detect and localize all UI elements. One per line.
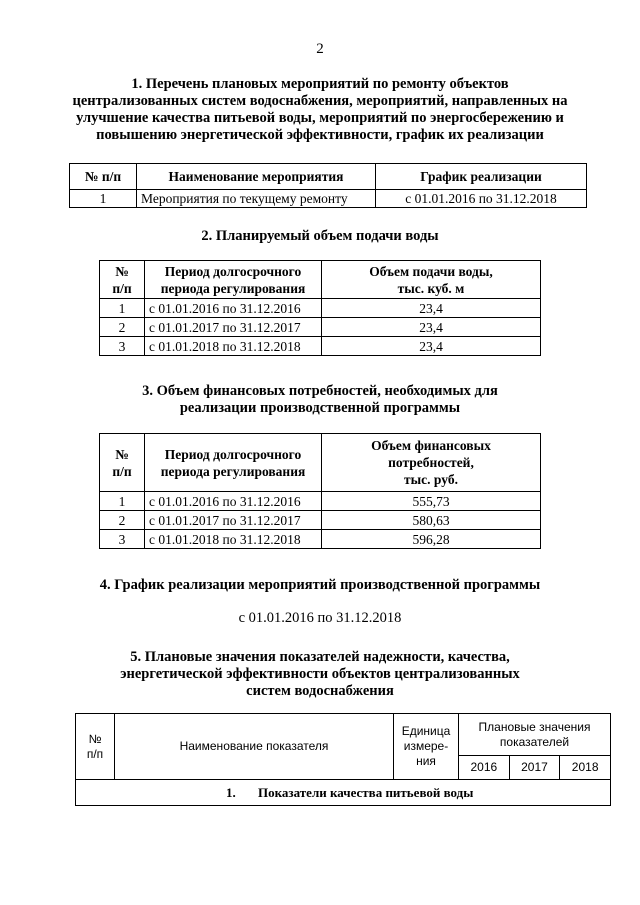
header-name: Наименование мероприятия bbox=[137, 164, 376, 190]
row-value: 23,4 bbox=[322, 318, 541, 337]
header-planned-line: показателей bbox=[499, 734, 570, 749]
row-schedule: с 01.01.2016 по 31.12.2018 bbox=[376, 190, 587, 208]
header-unit-line: ния bbox=[416, 754, 436, 768]
section1-title bbox=[0, 76, 640, 144]
section4-title: 4. График реализации мероприятий производственной программы bbox=[99, 577, 541, 593]
header-num bbox=[100, 261, 145, 299]
row-value: 555,73 bbox=[322, 492, 541, 511]
header-unit bbox=[394, 714, 459, 780]
section5-title-line: систем водоснабжения bbox=[246, 683, 394, 699]
row-num: 3 bbox=[100, 337, 145, 356]
header-num bbox=[76, 714, 115, 780]
header-period-line: Период долгосрочного bbox=[164, 446, 302, 462]
table-row bbox=[100, 530, 541, 549]
row-num: 2 bbox=[100, 318, 145, 337]
row-value: 23,4 bbox=[322, 299, 541, 318]
section1-title-line: улучшение качества питьевой воды, мероприятий по энергосбережению и bbox=[76, 110, 564, 126]
table-row bbox=[100, 511, 541, 530]
section2-title: 2. Планируемый объем подачи воды bbox=[201, 228, 439, 244]
header-year: 2018 bbox=[560, 756, 611, 780]
table-row bbox=[100, 492, 541, 511]
header-year: 2016 bbox=[459, 756, 510, 780]
header-num-line: № bbox=[115, 446, 129, 462]
section3-table bbox=[99, 433, 541, 549]
row-period: с 01.01.2018 по 31.12.2018 bbox=[145, 530, 322, 549]
header-financial-line: Объем финансовых bbox=[371, 438, 491, 453]
header-indicator-name: Наименование показателя bbox=[115, 714, 394, 780]
section1-title-line: повышению энергетической эффективности, график их реализации bbox=[96, 127, 544, 143]
header-num: № п/п bbox=[70, 164, 137, 190]
subsection-num: 1. bbox=[226, 785, 236, 800]
subsection-title: Показатели качества питьевой воды bbox=[258, 785, 474, 800]
row-period: с 01.01.2016 по 31.12.2016 bbox=[145, 492, 322, 511]
table-row bbox=[100, 318, 541, 337]
section2-table bbox=[99, 260, 541, 356]
header-financial bbox=[322, 434, 541, 492]
section5-title-line: энергетической эффективности объектов централизованных bbox=[120, 666, 520, 682]
row-value: 23,4 bbox=[322, 337, 541, 356]
table-row bbox=[76, 780, 611, 806]
header-num-line: № bbox=[88, 731, 102, 746]
section3-title-line: реализации производственной программы bbox=[179, 400, 461, 416]
header-planned-line: Плановые значения bbox=[478, 719, 591, 734]
section5-title-line: 5. Плановые значения показателей надежности, качества, bbox=[130, 649, 510, 665]
row-num: 1 bbox=[100, 492, 145, 511]
section1-title-line: централизованных систем водоснабжения, мероприятий, направленных на bbox=[72, 93, 568, 109]
header-num-line: п/п bbox=[112, 280, 132, 296]
table-row bbox=[70, 190, 587, 208]
section5-table bbox=[75, 713, 611, 806]
header-volume-line: Объем подачи воды, bbox=[369, 263, 493, 279]
row-period: с 01.01.2018 по 31.12.2018 bbox=[145, 337, 322, 356]
header-volume bbox=[322, 261, 541, 299]
header-year: 2017 bbox=[509, 756, 560, 780]
section4-period: с 01.01.2016 по 31.12.2018 bbox=[238, 610, 402, 626]
header-financial-line: тыс. руб. bbox=[404, 472, 458, 487]
section5-title bbox=[0, 649, 640, 700]
header-num-line: № bbox=[115, 263, 129, 279]
row-name: Мероприятия по текущему ремонту bbox=[137, 190, 376, 208]
section1-table bbox=[69, 163, 587, 208]
section3-title bbox=[0, 383, 640, 417]
header-period-line: периода регулирования bbox=[160, 463, 306, 479]
row-num: 1 bbox=[70, 190, 137, 208]
row-period: с 01.01.2016 по 31.12.2016 bbox=[145, 299, 322, 318]
header-unit-line: Единица bbox=[401, 724, 451, 738]
row-value: 596,28 bbox=[322, 530, 541, 549]
header-period-line: периода регулирования bbox=[160, 280, 306, 296]
section3-title-line: 3. Объем финансовых потребностей, необходимых для bbox=[142, 383, 498, 399]
table-row bbox=[100, 337, 541, 356]
page-number: 2 bbox=[316, 41, 324, 57]
header-volume-line: тыс. куб. м bbox=[397, 280, 465, 296]
row-num: 3 bbox=[100, 530, 145, 549]
row-num: 1 bbox=[100, 299, 145, 318]
header-financial-line: потребностей, bbox=[388, 455, 474, 470]
row-num: 2 bbox=[100, 511, 145, 530]
subsection-row bbox=[76, 780, 611, 806]
section1-title-line: 1. Перечень плановых мероприятий по ремонту объектов bbox=[131, 76, 509, 92]
row-period: с 01.01.2017 по 31.12.2017 bbox=[145, 318, 322, 337]
header-period bbox=[145, 434, 322, 492]
row-period: с 01.01.2017 по 31.12.2017 bbox=[145, 511, 322, 530]
header-num bbox=[100, 434, 145, 492]
header-num-line: п/п bbox=[112, 463, 132, 479]
header-planned-values bbox=[459, 714, 611, 756]
header-period-line: Период долгосрочного bbox=[164, 263, 302, 279]
row-value: 580,63 bbox=[322, 511, 541, 530]
header-unit-line: измере- bbox=[403, 739, 449, 753]
header-schedule: График реализации bbox=[376, 164, 587, 190]
header-num-line: п/п bbox=[86, 746, 104, 761]
table-row bbox=[100, 299, 541, 318]
header-period bbox=[145, 261, 322, 299]
